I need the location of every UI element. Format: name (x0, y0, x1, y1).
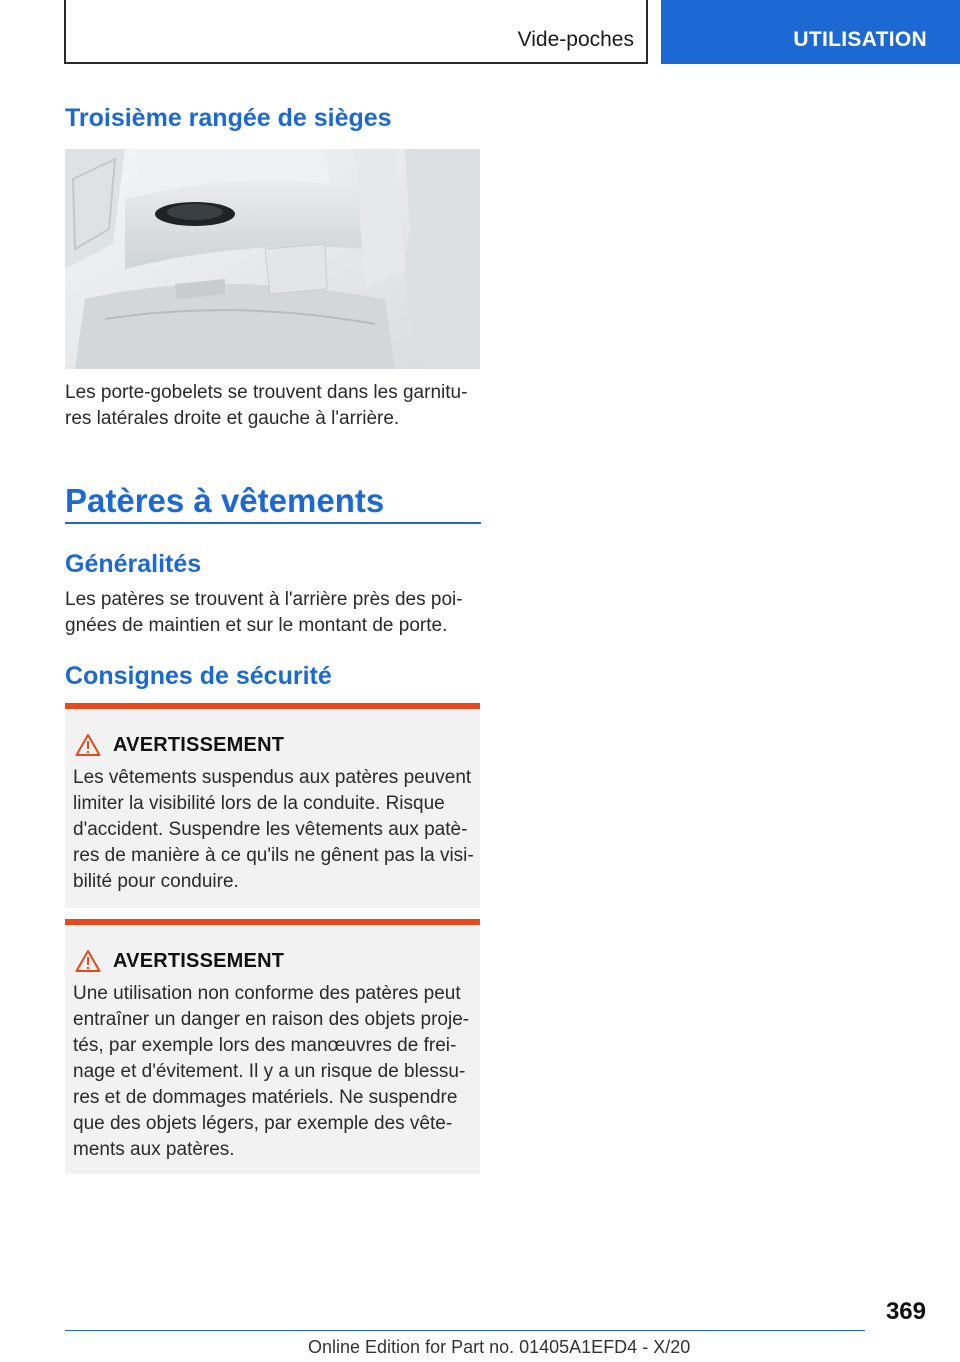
coat-hooks-rule (65, 522, 481, 524)
header-section-title: Vide-poches (517, 28, 634, 51)
general-paragraph: Les patères se trouvent à l'arrière près des poi-gnées de maintien et sur le montant de porte. (65, 589, 463, 636)
warning-box-1 (65, 703, 480, 908)
safety-heading: Consignes de sécurité (65, 662, 332, 690)
warning-triangle-icon (75, 733, 101, 757)
cup-holder-illustration (65, 149, 480, 369)
warning-box-2 (65, 919, 480, 1174)
warning-triangle-icon (75, 949, 101, 973)
warning-header-2 (75, 947, 284, 975)
header-chapter-tab (661, 0, 960, 64)
footer-rule (65, 1330, 865, 1331)
coat-hooks-heading: Patères à vêtements (65, 482, 385, 519)
warning-text-2: Une utilisation non conforme des patères peut entraîner un danger en raison des objets proje-tés, par exemple lors des manœuvres de frei-nage et d'évitement. Il y a un risque de blessu-res et de dommages matériels. Ne suspendre que des objets légers, par exemple des vête-ments aux patères. (73, 983, 470, 1160)
warning-label-2: AVERTISSEMENT (113, 949, 285, 972)
cup-holder-photo (65, 149, 480, 369)
warning-header-1 (75, 731, 284, 759)
third-row-heading: Troisième rangée de sièges (65, 104, 392, 132)
third-row-paragraph: Les porte-gobelets se trouvent dans les garnitu-res latérales droite et gauche à l'arrière. (65, 382, 468, 429)
warning-label-1: AVERTISSEMENT (113, 733, 285, 756)
general-heading: Généralités (65, 550, 202, 578)
footer-edition: Online Edition for Part no. 01405A1EFD4 - X/20 (308, 1337, 691, 1357)
page-number: 369 (885, 1298, 926, 1325)
header-section-box (64, 0, 648, 64)
warning-text-1: Les vêtements suspendus aux patères peuvent limiter la visibilité lors de la conduite. Risque d'accident. Suspendre les vêtements aux patè-res de manière à ce qu'ils ne gênent pas la visi-bilité pour conduire. (73, 767, 474, 892)
header-chapter-title: UTILISATION (793, 28, 927, 51)
